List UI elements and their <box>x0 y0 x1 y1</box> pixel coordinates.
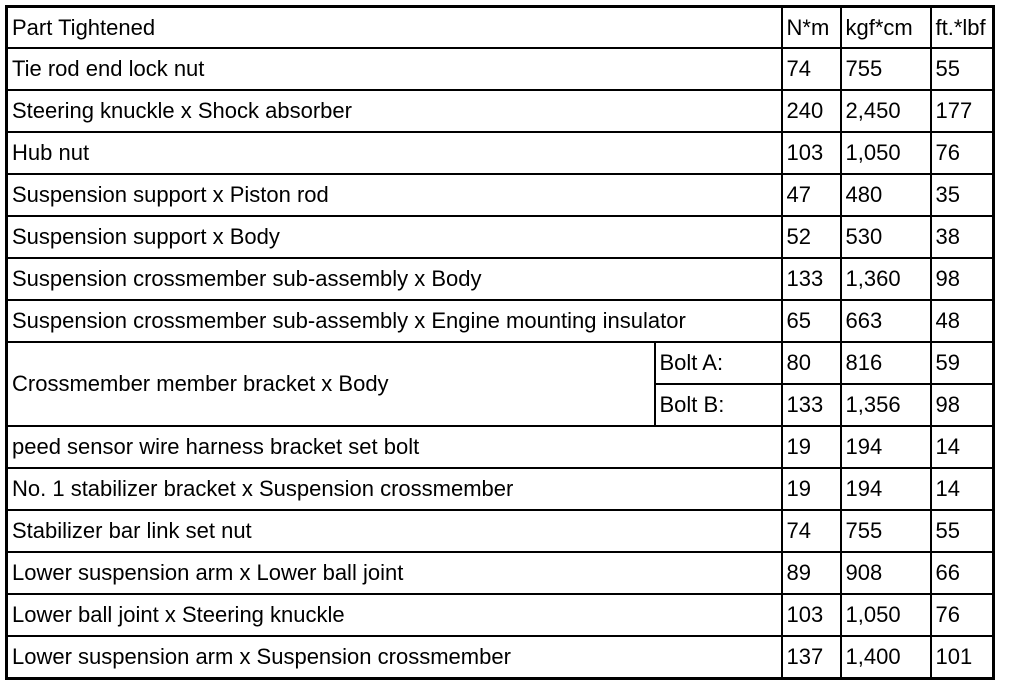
part-cell: Suspension support x Piston rod <box>7 174 782 216</box>
table-row <box>7 636 994 679</box>
nm-cell: 47 <box>782 174 841 216</box>
part-cell: Hub nut <box>7 132 782 174</box>
part-cell: Lower suspension arm x Lower ball joint <box>7 552 782 594</box>
header-nm: N*m <box>782 7 841 49</box>
part-cell: No. 1 stabilizer bracket x Suspension crossmember <box>7 468 782 510</box>
nm-cell: 89 <box>782 552 841 594</box>
nm-cell: 52 <box>782 216 841 258</box>
nm-cell: 65 <box>782 300 841 342</box>
torque-table-container <box>5 5 995 680</box>
table-row-bolt-a <box>7 342 994 384</box>
header-kgfcm: kgf*cm <box>841 7 931 49</box>
crossmember-part-cell: Crossmember member bracket x Body <box>7 342 655 426</box>
table-row <box>7 216 994 258</box>
nm-cell: 19 <box>782 468 841 510</box>
nm-cell: 133 <box>782 384 841 426</box>
bolt-b-label: Bolt B: <box>655 384 782 426</box>
kgfcm-cell: 1,360 <box>841 258 931 300</box>
part-cell: Lower ball joint x Steering knuckle <box>7 594 782 636</box>
table-row <box>7 594 994 636</box>
bolt-a-label: Bolt A: <box>655 342 782 384</box>
nm-cell: 133 <box>782 258 841 300</box>
part-cell: Suspension crossmember sub-assembly x Body <box>7 258 782 300</box>
part-cell: Suspension support x Body <box>7 216 782 258</box>
part-cell: Suspension crossmember sub-assembly x Engine mounting insulator <box>7 300 782 342</box>
ftlbf-cell: 98 <box>931 384 994 426</box>
nm-cell: 80 <box>782 342 841 384</box>
nm-cell: 74 <box>782 48 841 90</box>
table-row <box>7 258 994 300</box>
part-cell: Tie rod end lock nut <box>7 48 782 90</box>
kgfcm-cell: 530 <box>841 216 931 258</box>
table-row <box>7 48 994 90</box>
kgfcm-cell: 663 <box>841 300 931 342</box>
ftlbf-cell: 177 <box>931 90 994 132</box>
nm-cell: 19 <box>782 426 841 468</box>
table-row <box>7 90 994 132</box>
kgfcm-cell: 1,400 <box>841 636 931 679</box>
kgfcm-cell: 194 <box>841 468 931 510</box>
part-cell: Stabilizer bar link set nut <box>7 510 782 552</box>
nm-cell: 74 <box>782 510 841 552</box>
kgfcm-cell: 480 <box>841 174 931 216</box>
ftlbf-cell: 55 <box>931 510 994 552</box>
table-header-row <box>7 7 994 49</box>
ftlbf-cell: 14 <box>931 426 994 468</box>
ftlbf-cell: 98 <box>931 258 994 300</box>
kgfcm-cell: 2,450 <box>841 90 931 132</box>
kgfcm-cell: 755 <box>841 510 931 552</box>
ftlbf-cell: 101 <box>931 636 994 679</box>
kgfcm-cell: 816 <box>841 342 931 384</box>
kgfcm-cell: 194 <box>841 426 931 468</box>
table-row <box>7 552 994 594</box>
table-row <box>7 510 994 552</box>
kgfcm-cell: 755 <box>841 48 931 90</box>
kgfcm-cell: 908 <box>841 552 931 594</box>
ftlbf-cell: 76 <box>931 594 994 636</box>
table-row <box>7 426 994 468</box>
header-ftlbf: ft.*lbf <box>931 7 994 49</box>
ftlbf-cell: 76 <box>931 132 994 174</box>
nm-cell: 103 <box>782 594 841 636</box>
torque-specification-table <box>5 5 995 680</box>
part-cell: Lower suspension arm x Suspension crossmember <box>7 636 782 679</box>
nm-cell: 103 <box>782 132 841 174</box>
table-row <box>7 300 994 342</box>
part-cell: peed sensor wire harness bracket set bolt <box>7 426 782 468</box>
nm-cell: 137 <box>782 636 841 679</box>
ftlbf-cell: 48 <box>931 300 994 342</box>
table-row <box>7 468 994 510</box>
part-cell: Steering knuckle x Shock absorber <box>7 90 782 132</box>
kgfcm-cell: 1,050 <box>841 594 931 636</box>
nm-cell: 240 <box>782 90 841 132</box>
ftlbf-cell: 59 <box>931 342 994 384</box>
ftlbf-cell: 14 <box>931 468 994 510</box>
ftlbf-cell: 55 <box>931 48 994 90</box>
table-row <box>7 132 994 174</box>
ftlbf-cell: 38 <box>931 216 994 258</box>
kgfcm-cell: 1,356 <box>841 384 931 426</box>
ftlbf-cell: 35 <box>931 174 994 216</box>
header-part-tightened: Part Tightened <box>7 7 782 49</box>
table-row <box>7 174 994 216</box>
kgfcm-cell: 1,050 <box>841 132 931 174</box>
ftlbf-cell: 66 <box>931 552 994 594</box>
